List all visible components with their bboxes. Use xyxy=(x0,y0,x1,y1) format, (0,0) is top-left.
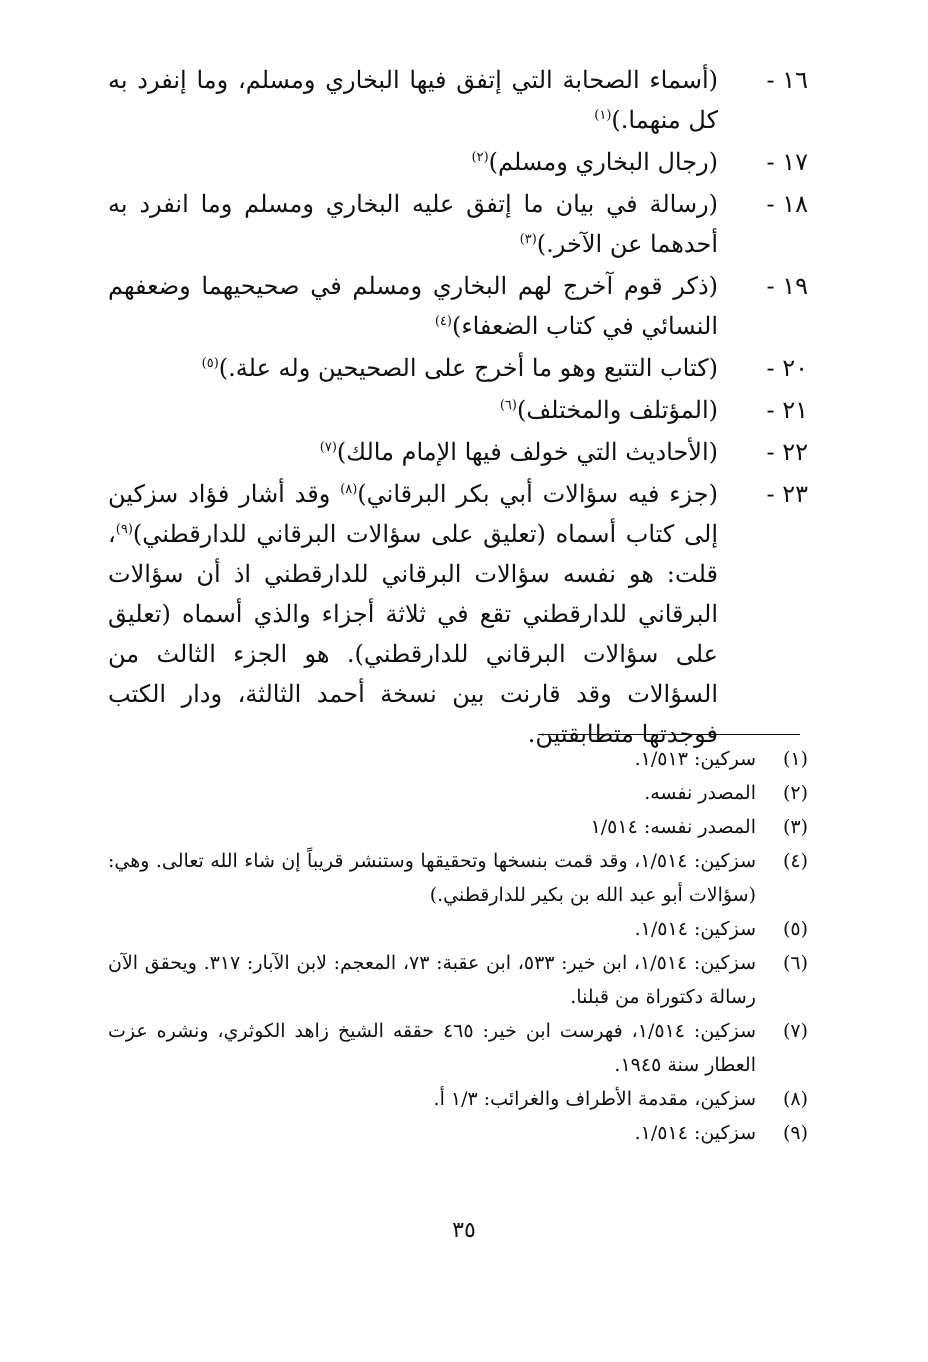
entry-number: ١٨ - xyxy=(766,190,808,218)
footnote-ref[interactable]: (٨) xyxy=(340,482,358,497)
entry-number: ١٦ - xyxy=(766,66,808,94)
footnote-ref[interactable]: (٩) xyxy=(115,522,133,537)
footnote-ref[interactable]: (٧) xyxy=(319,440,337,455)
footnote-ref[interactable]: (٢) xyxy=(471,150,489,165)
footnote-number: (١) xyxy=(782,748,808,770)
footnote-text: سزكين: ١/٥١٤، وقد قمت بنسخها وتحقيقها وستنشر قريباً إن شاء الله تعالى. وهي: (سؤالات أبو عبد الله بن بكير للدارقطني.) xyxy=(108,850,757,906)
footnote-text: سزكين: ١/٥١٤. xyxy=(634,918,756,940)
footnote-number: (٩) xyxy=(782,1122,808,1144)
footnote xyxy=(108,1116,808,1150)
entries-list xyxy=(108,60,808,756)
footnotes-list xyxy=(108,742,808,1150)
footnote xyxy=(108,844,808,912)
entry-number: ٢٣ - xyxy=(766,480,808,508)
entry-text: (ذكر قوم آخرج لهم البخاري ومسلم في صحيحيهما وضعفهم النسائي في كتاب الضعفاء)$^{(٤)}$ xyxy=(108,272,718,340)
footnote-ref[interactable]: (٦) xyxy=(499,398,517,413)
footnote-text: سزكين: ١/٥١٤، فهرست ابن خير: ٤٦٥ حققه الشيخ زاهد الكوثري، ونشره عزت العطار سنة ١٩٤٥. xyxy=(108,1020,756,1076)
entry-text: (الأحاديث التي خولف فيها الإمام مالك)$^{(٧)}$ xyxy=(319,438,718,466)
list-item xyxy=(108,390,808,430)
entry-number: ٢٢ - xyxy=(766,438,808,466)
entry-number: ٢٠ - xyxy=(766,354,808,382)
footnote-number: (٨) xyxy=(782,1088,808,1110)
footnote-divider xyxy=(538,734,800,735)
page-number: ٣٥ xyxy=(452,1218,476,1243)
footnote-text: سزكين: ١/٥١٤. xyxy=(634,1122,756,1144)
footnote xyxy=(108,810,808,844)
list-item xyxy=(108,60,808,140)
entry-text: (رسالة في بيان ما إتفق عليه البخاري ومسلم وما انفرد به أحدهما عن الآخر.)$^{(٣)}$ xyxy=(108,190,718,258)
footnote-ref[interactable]: (٤) xyxy=(434,314,452,329)
footnote-number: (٦) xyxy=(782,952,808,974)
footnote-text: سزكين: ١/٥١٤، ابن خير: ٥٣٣، ابن عقبة: ٧٣، المعجم: لابن الآبار: ٣١٧. ويحقق الآن رسالة دكتوراة من قبلنا. xyxy=(108,952,756,1008)
list-item xyxy=(108,266,808,346)
footnote-text: المصدر نفسه: ١/٥١٤ xyxy=(590,816,756,838)
footnote-number: (٣) xyxy=(782,816,808,838)
entry-number: ١٩ - xyxy=(766,272,808,300)
footnote xyxy=(108,1082,808,1116)
entry-number: ١٧ - xyxy=(766,148,808,176)
footnote-number: (٥) xyxy=(782,918,808,940)
list-item xyxy=(108,184,808,264)
list-item xyxy=(108,432,808,472)
entry-text: (أسماء الصحابة التي إتفق فيها البخاري ومسلم، وما إنفرد به كل منهما.)$^{(١)}$ xyxy=(108,66,718,134)
footnote-text: المصدر نفسه. xyxy=(644,782,756,804)
footnote-text: سركين: ١/٥١٣. xyxy=(634,748,756,770)
entry-text: (جزء فيه سؤالات أبي بكر البرقاني)$^{(٨)}$ وقد أشار فؤاد سزكين إلى كتاب أسماه (تعليق على سؤالات البرقاني للدارقطني)$^{(٩)}$، قلت: هو نفسه سؤالات البرقاني للدارقطني اذ أن سؤالات البرقاني للدارقطني تقع في ثلاثة أجزاء والذي أسماه (تعليق على سؤالات البرقاني للدارقطني). هو الجزء الثالث من السؤالات وقد قارنت بين نسخة أحمد الثالثة، ودار الكتب فوجدتها متطابقتين. xyxy=(108,480,719,748)
list-item xyxy=(108,348,808,388)
footnote xyxy=(108,946,808,1014)
entry-text: (كتاب التتبع وهو ما أخرج على الصحيحين وله علة.)$^{(٥)}$ xyxy=(201,354,718,382)
footnote xyxy=(108,742,808,776)
footnote-ref[interactable]: (٥) xyxy=(201,356,219,371)
entry-text: (رجال البخاري ومسلم)$^{(٢)}$ xyxy=(471,148,718,176)
footnote xyxy=(108,912,808,946)
footnote-number: (٢) xyxy=(782,782,808,804)
entry-text: (المؤتلف والمختلف)$^{(٦)}$ xyxy=(499,396,718,424)
footnote xyxy=(108,776,808,810)
list-item xyxy=(108,142,808,182)
footnote-number: (٤) xyxy=(782,850,808,872)
footnote-ref[interactable]: (٣) xyxy=(519,232,537,247)
entry-number: ٢١ - xyxy=(766,396,808,424)
footnote-number: (٧) xyxy=(782,1020,808,1042)
footnote xyxy=(108,1014,808,1082)
footnote-ref[interactable]: (١) xyxy=(594,108,612,123)
list-item xyxy=(108,474,808,754)
footnote-text: سزكين، مقدمة الأطراف والغرائب: ١/٣ أ. xyxy=(433,1088,756,1110)
